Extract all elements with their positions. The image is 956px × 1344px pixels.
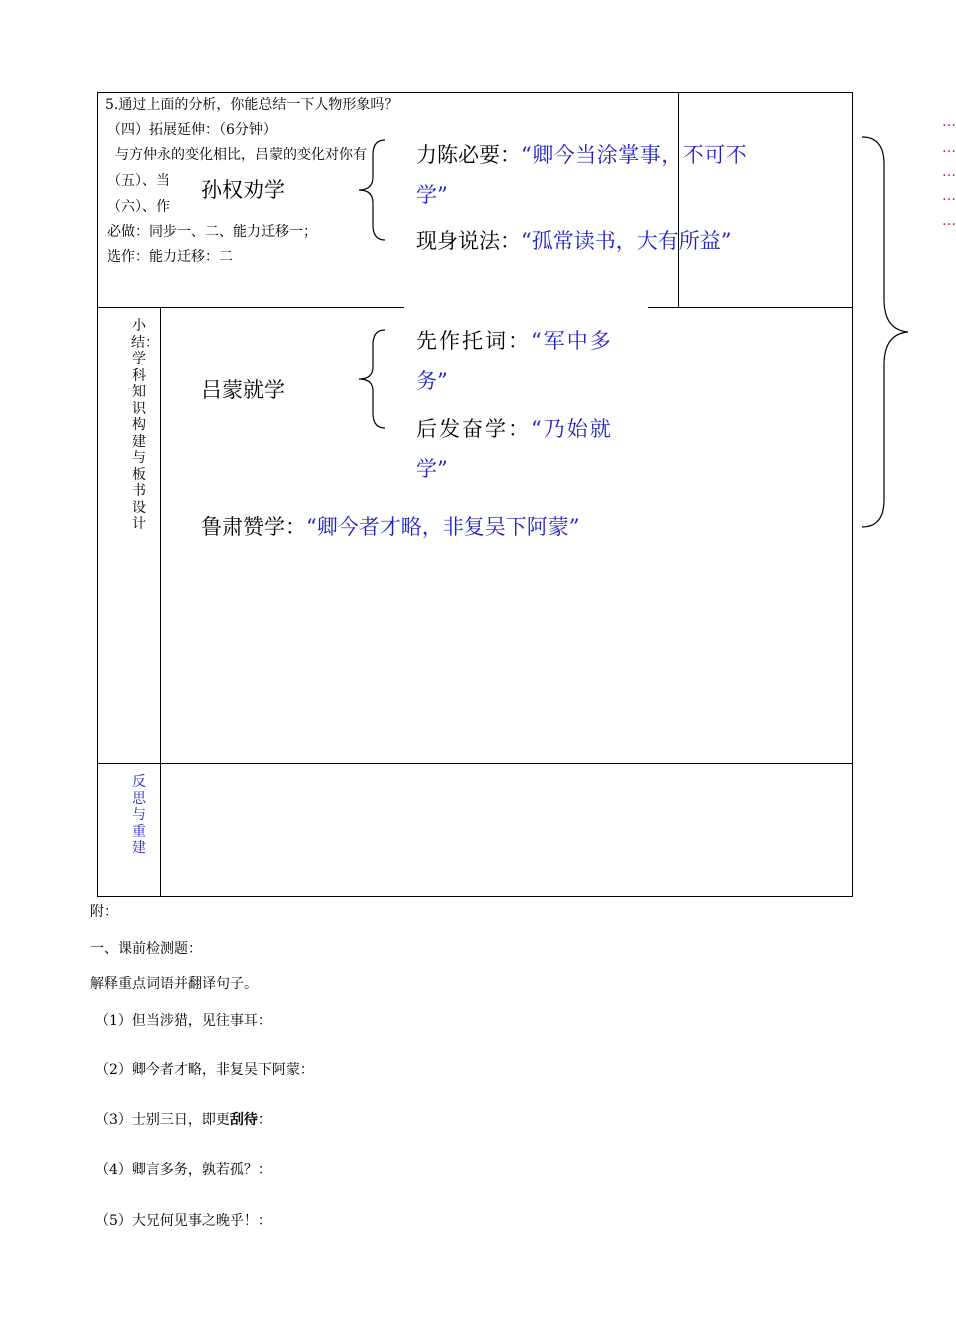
board-line4-cont: 学” [416, 457, 448, 481]
board-line1-cont: 学” [416, 183, 448, 207]
question-2: （2）卿今者才略，非复吴下阿蒙： [95, 1062, 314, 1078]
board-line4 [416, 416, 613, 442]
line2-quote: “孤常读书，大有所益” [521, 229, 732, 253]
must-do-text: 必做：同步一、二、能力迁移一； [107, 224, 317, 240]
board-line3 [416, 328, 613, 354]
question-3-bold: 刮待 [229, 1112, 258, 1128]
line3-quote-a: “军中多 [531, 329, 613, 353]
line1-prefix: 力陈必要： [416, 143, 521, 167]
line1-quote-a: “卿今当涂掌事，不可不 [521, 143, 748, 167]
table-border-bottom [97, 896, 853, 897]
reflection-label: 反思与重建 [132, 774, 146, 856]
large-brace-icon [858, 134, 912, 530]
row-divider-2 [97, 763, 853, 764]
line5-prefix: 鲁肃赞学： [201, 515, 306, 539]
appendix-instruction: 解释重点词语并翻译句子。 [90, 976, 258, 992]
part2-title: 吕蒙就学 [201, 378, 285, 402]
margin-red-3: … [942, 164, 956, 180]
appendix-label: 附： [90, 904, 118, 920]
question-3-prefix: （3）士别三日，即更 [95, 1112, 230, 1128]
question-5: （5）大兄何见事之晚乎！： [95, 1213, 272, 1229]
line3-prefix: 先作托词： [416, 329, 531, 353]
section5-text: （五）、当 [107, 173, 170, 189]
part1-title: 孙权劝学 [201, 178, 285, 202]
compare-text: 与方仲永的变化相比，吕蒙的变化对你有 [115, 147, 367, 163]
brace-part1-icon [355, 137, 387, 243]
section6-text: （六）、作 [107, 199, 170, 215]
question-4: （4）卿言多务，孰若孤？： [95, 1162, 272, 1178]
board-line5 [201, 514, 579, 540]
board-line3-cont: 务” [416, 369, 448, 393]
brace-part2-icon [355, 327, 387, 431]
optional-text: 选作：能力迁移：二 [107, 249, 233, 265]
table-border-top [97, 92, 853, 93]
summary-label: 小结：学科知识构建与板书设计 [131, 318, 159, 532]
question-3 [95, 1111, 272, 1129]
margin-red-2: … [942, 140, 956, 156]
board-line1 [416, 142, 747, 168]
margin-red-1: … [942, 114, 956, 130]
board-line2 [416, 228, 731, 254]
line4-quote-a: “乃始就 [531, 417, 613, 441]
line5-quote: “卿今者才略，非复吴下阿蒙” [306, 515, 580, 539]
section4-text: （四）拓展延伸：（6分钟） [107, 122, 277, 138]
table-border-left [97, 92, 98, 897]
question-3-suffix: ： [257, 1112, 272, 1128]
appendix-section1: 一、课前检测题： [90, 941, 202, 957]
column-divider [160, 307, 161, 897]
margin-red-4: … [942, 188, 956, 204]
inner-column-divider [678, 92, 679, 307]
table-border-right [852, 92, 853, 897]
margin-red-5: … [942, 213, 956, 229]
line2-prefix: 现身说法： [416, 229, 521, 253]
line4-prefix: 后发奋学： [416, 417, 531, 441]
item5-text: 5.通过上面的分析，你能总结一下人物形象吗？ [105, 97, 399, 113]
question-1: （1）但当涉猎，见往事耳： [95, 1013, 272, 1029]
